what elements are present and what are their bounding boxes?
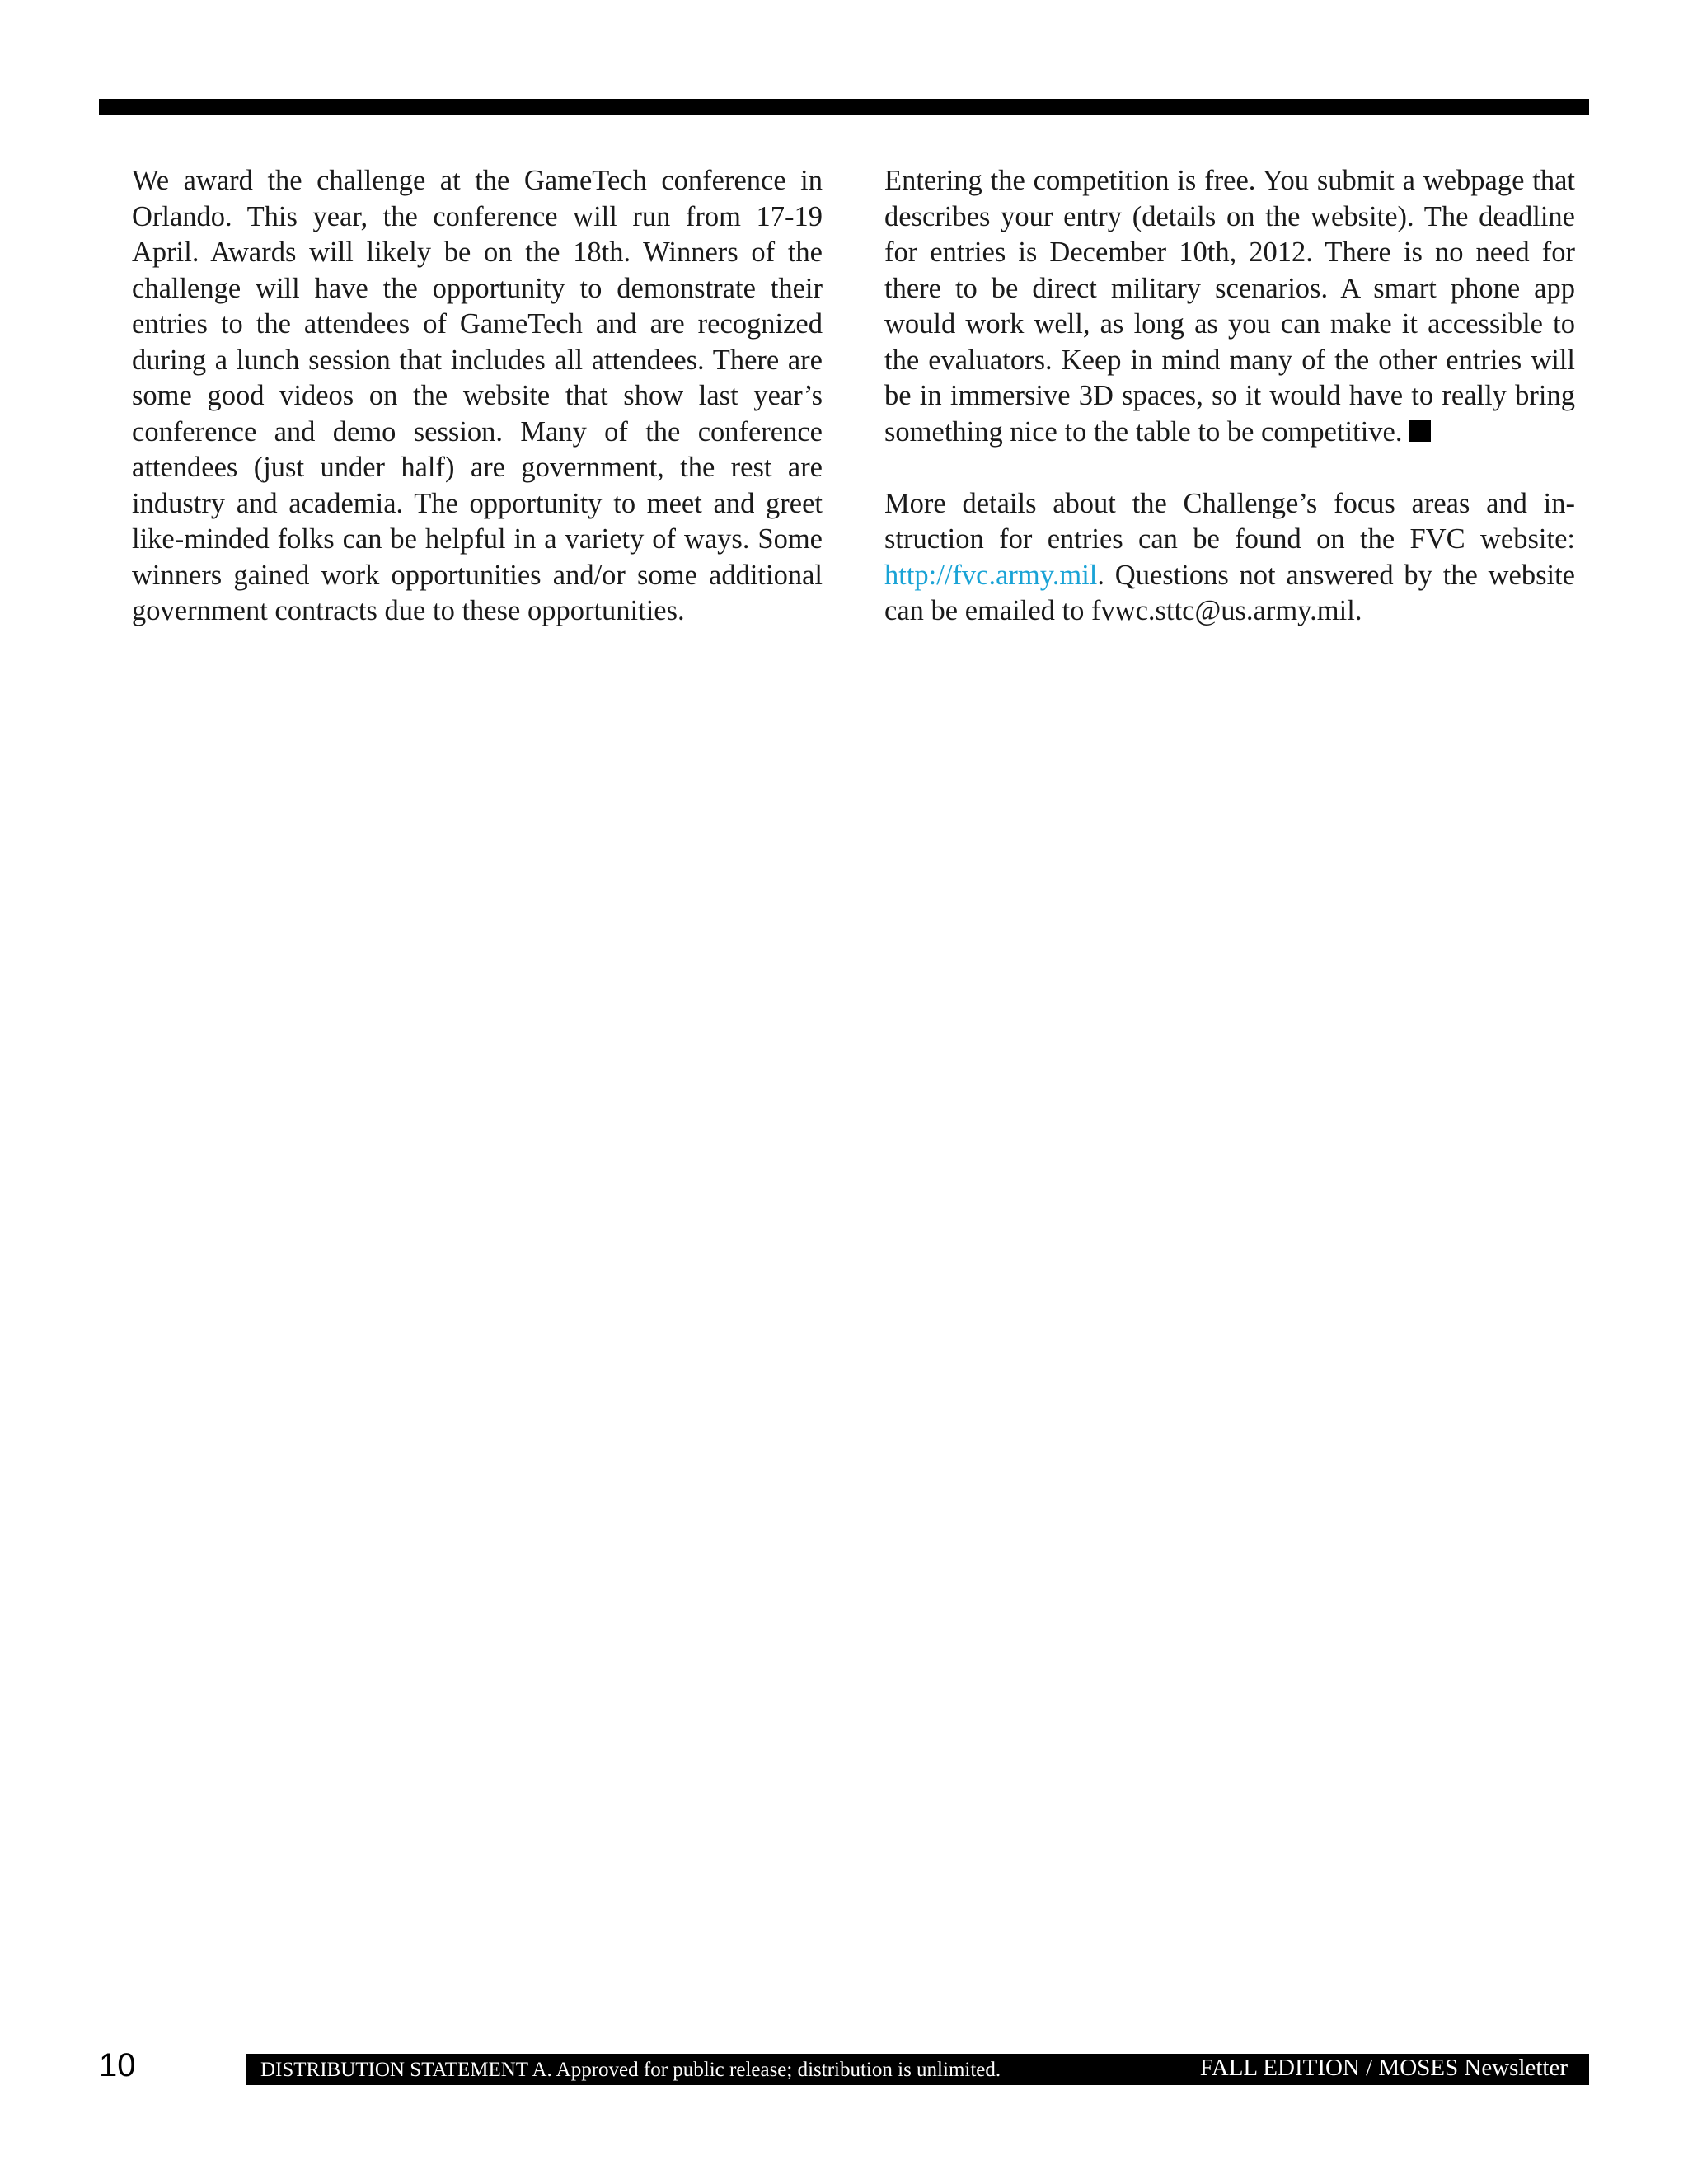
fvc-website-link[interactable]: http://fvc.army.mil [884,559,1098,591]
distribution-statement: DISTRIBUTION STATEMENT A. Approved for public release; distribution is unlimited. [260,2059,1001,2081]
footer-bar [246,2054,1589,2085]
right-paragraph-2-tail: . Questions not answered by the website can be emailed to fvwc.sttc@us.army.mil. [884,559,1575,626]
right-paragraph-1 [884,163,1575,450]
edition-label: FALL EDITION / MOSES Newsletter [1199,2055,1568,2081]
right-paragraph-2 [884,486,1575,630]
right-paragraph-1-text: Entering the competition is free. You submit a webpage that describes your entry (details on the website). The deadline for entries is December 10th, 2012. There is no need for there to be direct military scenarios. A smart phone app would work well, as long as you can make it accessible to the evaluators. Keep in mind many of the other entries will be in immersive 3D spaces, so it would have to really bring something nice to the table to be competitive. [884,165,1575,448]
top-rule [99,99,1589,115]
end-of-article-mark [1409,420,1431,442]
right-column [884,163,1575,630]
right-paragraph-2-lead: More details about the Challenge’s focus areas and instruction for entries can be found on the FVC website: [884,487,1575,555]
left-column [132,163,823,630]
left-paragraph-1: We award the challenge at the GameTech conference in Orlando. This year, the conference will run from 17-19 April. Awards will likely be on the 18th. Winners of the challenge will have the opportunity to demonstrate their entries to the attendees of GameTech and are recognized during a lunch session that includes all attendees. There are some good videos on the website that show last year’s conference and demo session. Many of the conference attendees (just under half) are government, the rest are industry and academia. The opportunity to meet and greet like-minded folks can be helpful in a variety of ways. Some winners gained work opportunities and/or some additional government contracts due to these opportunities. [132,165,823,626]
page-number: 10 [99,2047,136,2083]
